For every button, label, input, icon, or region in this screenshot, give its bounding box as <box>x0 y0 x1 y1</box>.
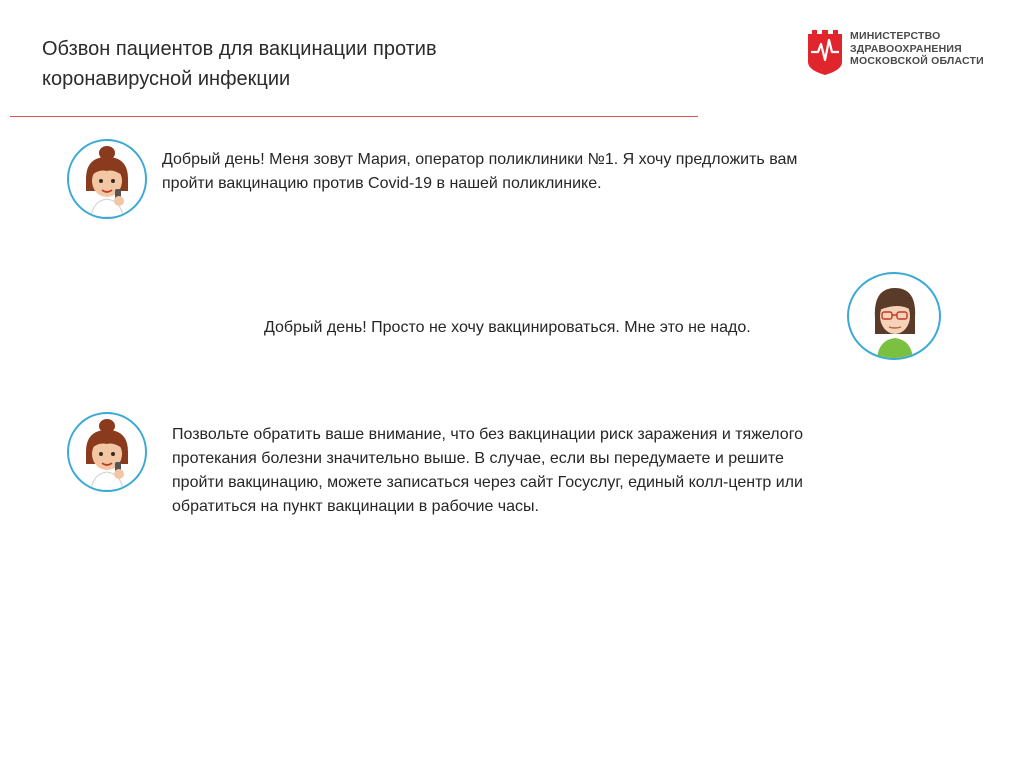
operator-message: Добрый день! Меня зовут Мария, оператор поликлиники №1. Я хочу предложить вам пройти вакцинацию против Covid-19 в нашей поликлинике. <box>162 151 798 192</box>
operator-icon <box>69 141 145 217</box>
logo-line: ЗДРАВООХРАНЕНИЯ <box>850 42 962 55</box>
logo-line: МОСКОВСКОЙ ОБЛАСТИ <box>850 55 984 67</box>
page-title: Обзвон пациентов для вакцинации против коронавирусной инфекции <box>42 38 437 90</box>
operator-icon <box>69 414 145 490</box>
operator-avatar <box>67 139 147 219</box>
patient-message: Добрый день! Просто не хочу вакцинироваться. Мне это не надо. <box>264 319 751 336</box>
operator-message: Позвольте обратить ваше внимание, что без вакцинации риск заражения и тяжелого протекания болезни значительно выше. В случае, если вы передумаете и решите пройти вакцинацию, можете записаться через сайт Госуслуг, единый колл-центр или обратиться на пункт вакцинации в рабочие часы. <box>172 426 804 515</box>
logo-line: МИНИСТЕРСТВО <box>850 30 941 42</box>
ministry-name <box>850 30 984 68</box>
emblem-icon <box>806 28 844 76</box>
patient-avatar <box>847 272 941 360</box>
patient-icon <box>849 274 939 358</box>
ministry-logo <box>806 28 1006 76</box>
title-divider <box>10 116 698 117</box>
operator-avatar <box>67 412 147 492</box>
